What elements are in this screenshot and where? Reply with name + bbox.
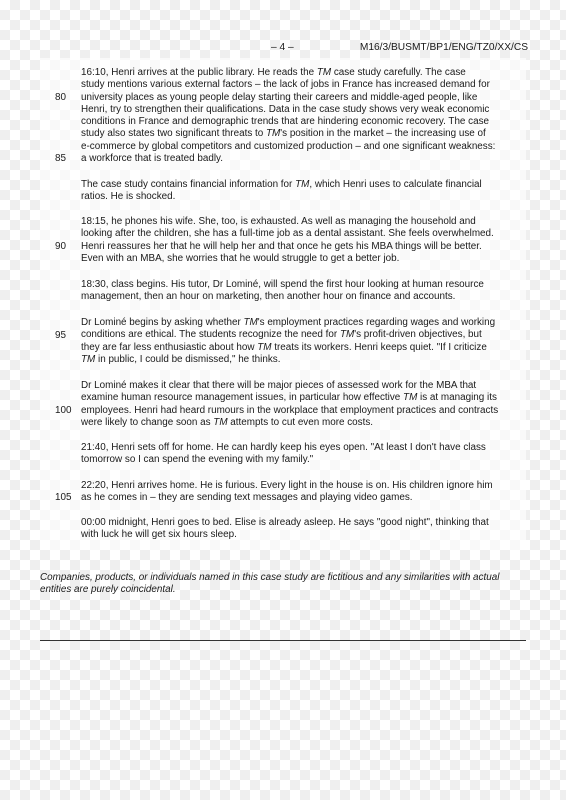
text-line: Dr Lominé makes it clear that there will be major pieces of assessed work for the MBA that <box>81 380 477 391</box>
text-line: TM in public, I could be dismissed," he thinks. <box>81 353 281 365</box>
text-line: tomorrow so I can spend the evening with my family." <box>81 454 314 466</box>
text-line: Dr Lominé begins by asking whether TM's employment practices regarding wages and working <box>81 317 496 328</box>
divider-line <box>40 640 526 641</box>
text-line: ratios. He is shocked. <box>81 191 176 203</box>
line-number: 100 <box>55 405 72 416</box>
paragraph-ethics-discussion <box>81 317 529 366</box>
text-line: as he comes in – they are sending text messages and playing video games. <box>81 492 413 504</box>
text-line: university places as young people delay starting their careers and middle-aged people, like <box>81 91 478 103</box>
paragraph-midnight <box>81 517 529 542</box>
line-number: 95 <box>55 330 66 341</box>
text-line: with luck he will get six hours sleep. <box>81 529 237 541</box>
text-line: examine human resource management issues, in particular how effective TM is at managing its <box>81 392 497 404</box>
text-line: were likely to change soon as TM attempts to cut even more costs. <box>81 416 374 428</box>
text-line: 00:00 midnight, Henri goes to bed. Elise is already asleep. He says "good night", thinking that <box>81 517 489 528</box>
text-line: Henri, try to strengthen their qualifications. Data in the case study shows very weak economic <box>81 103 490 115</box>
text-line: 22:20, Henri arrives home. He is furious. Every light in the house is on. His children ignore him <box>81 480 493 491</box>
text-line: they are far less enthusiastic about how TM treats its workers. Henri keeps quiet. "If I criticize <box>81 341 487 353</box>
text-line: a workforce that is treated badly. <box>81 153 223 165</box>
text-line: conditions are ethical. The students recognize the need for TM's profit-driven objectives, but <box>81 329 482 341</box>
paragraph-phone-call <box>81 216 529 265</box>
text-line: Henri reassures her that he will help her and that once he gets his MBA things will be better. <box>81 240 482 252</box>
text-line: employees. Henri had heard rumours in the workplace that employment practices and contracts <box>81 404 499 416</box>
text-line: Even with an MBA, she worries that he would struggle to get a better job. <box>81 252 400 264</box>
disclaimer-footnote: Companies, products, or individuals named in this case study are fictitious and any similarities with actual entities are purely coincidental. <box>40 572 500 596</box>
text-line: 21:40, Henri sets off for home. He can hardly keep his eyes open. "At least I don't have class <box>81 442 486 453</box>
text-line: 18:15, he phones his wife. She, too, is exhausted. As well as managing the household and <box>81 216 476 227</box>
line-number: 105 <box>55 492 72 503</box>
paragraph-arrives-home <box>81 480 529 505</box>
text-line: study mentions various external factors – the lack of jobs in France has increased demand for <box>81 79 490 91</box>
paragraph-financial-info <box>81 179 529 204</box>
line-number: 80 <box>55 92 66 103</box>
text-line: 18:30, class begins. His tutor, Dr Lominé, will spend the first hour looking at human resource <box>81 279 484 290</box>
text-line: study also states two significant threats to TM's position in the market – the increasing use of <box>81 128 486 140</box>
document-code: M16/3/BUSMT/BP1/ENG/TZ0/XX/CS <box>359 42 528 53</box>
text-line: The case study contains financial information for TM, which Henri uses to calculate financial <box>81 179 482 190</box>
line-number: 90 <box>55 241 66 252</box>
paragraph-sets-off-home <box>81 442 529 467</box>
paragraph-class-begins <box>81 279 529 304</box>
text-line: conditions in France and demographic trends that are hindering economic recovery. The case <box>81 116 490 128</box>
text-line: looking after the children, she has a full-time job as a dental assistant. She feels overwhelmed. <box>81 228 494 240</box>
text-line: 16:10, Henri arrives at the public library. He reads the TM case study carefully. The case <box>81 67 466 78</box>
text-line: e-commerce by global competitors and customized production – and one significant weakness: <box>81 140 496 152</box>
paragraph-library <box>81 67 529 165</box>
page-number: – 4 – <box>271 42 294 53</box>
text-line: management, then an hour on marketing, then another hour on finance and accounts. <box>81 291 456 303</box>
paragraph-assessed-work <box>81 380 529 429</box>
line-number: 85 <box>55 153 66 164</box>
